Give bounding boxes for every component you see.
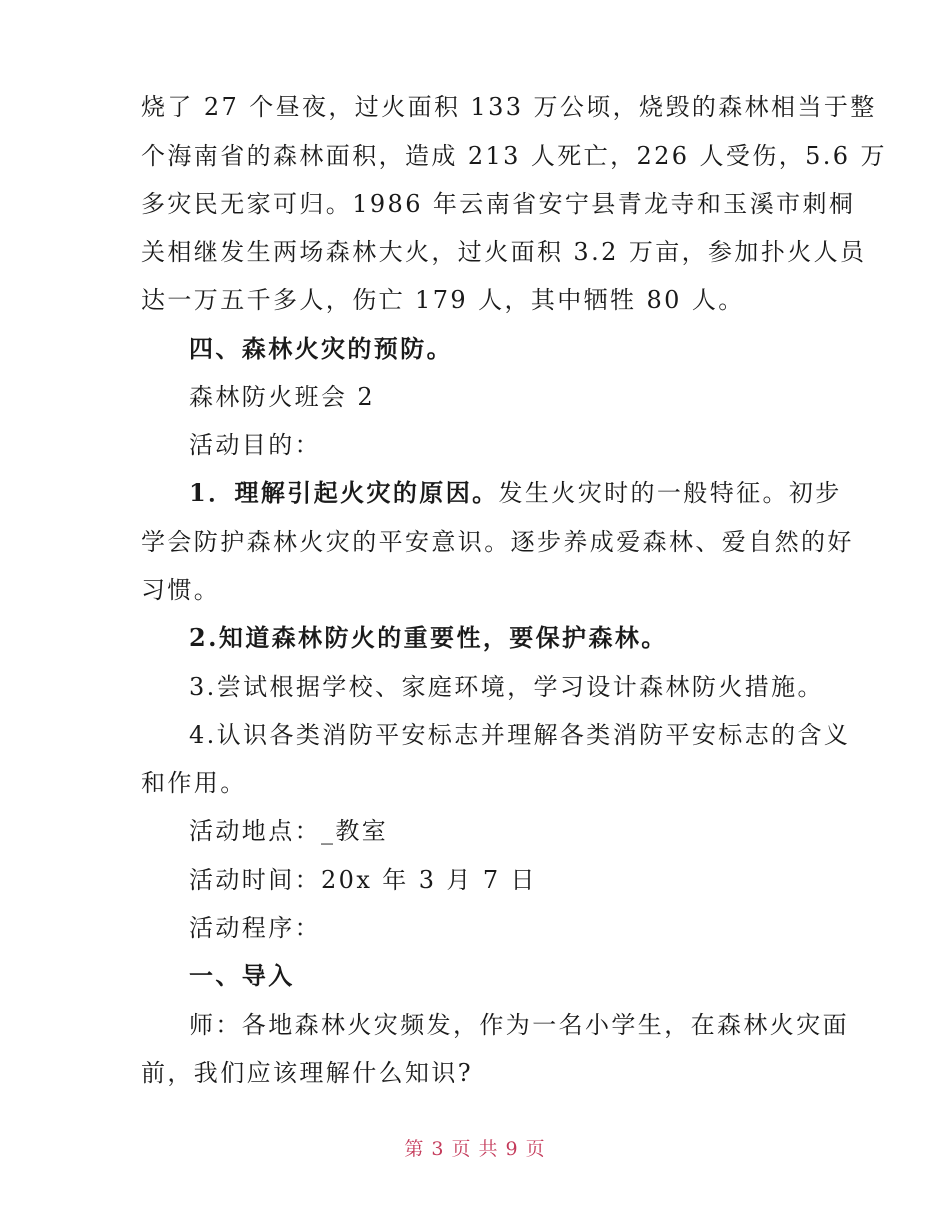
document-subtitle: 森林防火班会 2 [189,383,376,411]
purpose-item-1-bold: 1．理解引起火灾的原因。 [189,478,499,507]
paragraph-line: 个海南省的森林面积，造成 213 人死亡，226 人受伤，5.6 万 [141,142,887,170]
section-heading-intro: 一、导入 [189,961,295,990]
purpose-item-1 [189,478,842,508]
page-number-footer: 第 3 页 共 9 页 [404,1138,546,1160]
activity-procedure-label: 活动程序： [189,914,321,942]
purpose-item-4: 4.认识各类消防平安标志并理解各类消防平安标志的含义 [189,721,851,749]
paragraph-line: 关相继发生两场森林大火，过火面积 3.2 万亩，参加扑火人员 [141,238,867,266]
purpose-item-3: 3.尝试根据学校、家庭环境，学习设计森林防火措施。 [189,673,824,701]
purpose-item-1-continued: 习惯。 [141,576,221,604]
teacher-line-continued: 前，我们应该理解什么知识? [141,1059,474,1087]
purpose-item-4-continued: 和作用。 [141,769,247,797]
activity-location: 活动地点：_教室 [189,817,389,845]
teacher-line: 师：各地森林火灾频发，作为一名小学生，在森林火灾面 [189,1011,849,1039]
paragraph-line: 达一万五千多人，伤亡 179 人，其中牺牲 80 人。 [141,286,745,314]
paragraph-line: 多灾民无家可归。1986 年云南省安宁县青龙寺和玉溪市刺桐 [141,190,856,218]
section-heading-prevention: 四、森林火灾的预防。 [189,334,453,363]
paragraph-line: 烧了 27 个昼夜，过火面积 133 万公顷，烧毁的森林相当于整 [141,93,877,121]
purpose-item-1-text: 发生火灾时的一般特征。初步 [498,479,842,507]
purpose-label: 活动目的： [189,431,321,459]
purpose-item-1-continued: 学会防护森林火灾的平安意识。逐步养成爱森林、爱自然的好 [141,528,854,556]
purpose-item-2: 2.知道森林防火的重要性，要保护森林。 [189,623,668,652]
activity-time: 活动时间：20x 年 3 月 7 日 [189,866,537,894]
